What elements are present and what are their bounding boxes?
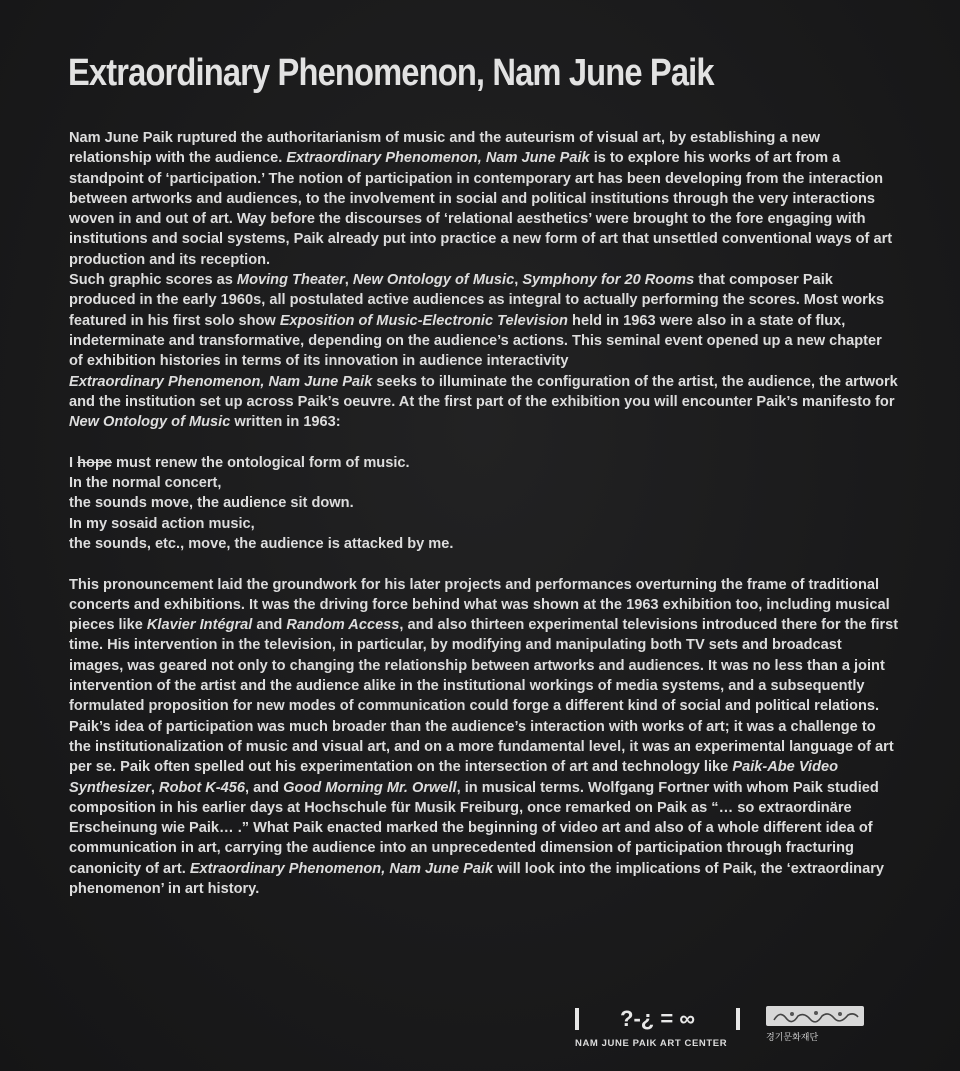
exhibition-title-italic: Extraordinary Phenomenon, Nam June Paik xyxy=(69,373,373,390)
text-run: I xyxy=(69,454,78,471)
text-run: held in 1963 were also in a state of flux, indeterminate and transformative, depending on the audience’s actions. This seminal event opened up a new chapter of exhibition histories in terms of its innovation in audience interactivity xyxy=(69,312,882,370)
work-title: New Ontology of Music xyxy=(352,272,515,289)
logo-symbols xyxy=(575,1006,740,1032)
work-title: Moving Theater xyxy=(236,272,345,289)
text-run: Such graphic scores as xyxy=(69,272,237,289)
work-title: Paik-Abe Video Synthesizer xyxy=(69,759,839,796)
work-title: Klavier Intégral xyxy=(146,617,253,634)
text-run: , xyxy=(150,779,160,796)
paragraph-participation xyxy=(69,717,899,900)
poem-line xyxy=(69,453,899,473)
gyeonggi-foundation-logo xyxy=(766,1006,866,1046)
struck-word: hope xyxy=(77,454,112,471)
work-title: Good Morning Mr. Orwell xyxy=(283,779,457,796)
text-run: must renew the ontological form of music. xyxy=(111,454,410,471)
text-run: will look into the implications of Paik, the ‘extraordinary phenomenon’ in art history. xyxy=(69,860,885,897)
text-run: , in musical terms. Wolfgang Fortner with whom Paik studied composition in his earlier days at Hochschule für Musik Freiburg, once remarked on Paik as “… so extraordinäre Erscheinung wie Paik… .” What Paik enacted marked the beginning of video art and also of a whole different idea of communication in art, carrying the audience into an unprecedented dimension of participation through fracturing canonicity of art. xyxy=(69,779,879,877)
logo-caption: NAM JUNE PAIK ART CENTER xyxy=(575,1038,728,1049)
text-run: Paik’s idea of participation was much broader than the audience’s interaction with works of art; it was a challenge to the institutionalization of music and visual art, and on a more fundamental level, it was an experimental language of art per se. Paik often spelled out his experimentation on the intersection of art and technology like xyxy=(69,718,894,776)
text-run: Nam June Paik ruptured the authoritarianism of music and the auteurism of visual art, by establishing a new relationship with the audience. xyxy=(69,130,820,167)
text-run: , and also thirteen experimental televisions introduced there for the first time. His intervention in the television, in particular, by modifying and manipulating both TV sets and broadcast images, was geared not only to changing the relationship between artworks and audiences. It was no less than a joint intervention of the artist and the audience alike in the institutional workings of media systems, and a subsequently formulated proposition for new modes of communication could forge a different kind of social and political relations. xyxy=(69,617,899,715)
work-title: Random Access xyxy=(286,617,400,634)
gyeonggi-logo-mark-icon xyxy=(766,1006,864,1026)
poem-line: In the normal concert, xyxy=(69,475,222,492)
paragraph-groundwork xyxy=(69,575,899,717)
work-title: Robot K-456 xyxy=(159,779,245,796)
poem-line: In my sosaid action music, xyxy=(69,515,255,532)
gyeonggi-mark-icon xyxy=(770,1008,860,1024)
manifesto-poem xyxy=(69,453,899,554)
text-run: This pronouncement laid the groundwork for his later projects and performances overturning the frame of traditional concerts and exhibitions. It was the driving force behind what was shown at the 1963 exhibition too, including musical pieces like xyxy=(69,576,890,634)
wall-text xyxy=(69,128,899,899)
text-run: seeks to illuminate the configuration of the artist, the audience, the artwork and the institution set up across Paik’s oeuvre. At the first part of the exhibition you will encounter Paik’s manifesto for xyxy=(69,373,898,410)
text-run: written in 1963: xyxy=(230,414,341,431)
work-title: Exposition of Music-Electronic Television xyxy=(279,312,568,329)
exhibition-title-italic: Extraordinary Phenomenon, Nam June Paik xyxy=(189,860,494,877)
text-run: , and xyxy=(244,779,284,796)
nam-june-paik-art-center-logo xyxy=(575,1006,740,1051)
text-run: and xyxy=(252,617,287,634)
text-run: , xyxy=(514,272,523,289)
paragraph-scores xyxy=(69,270,899,371)
exhibition-title-italic: Extraordinary Phenomenon, Nam June Paik xyxy=(286,150,590,167)
logo-symbol-text: ?-¿ = ∞ xyxy=(620,1006,695,1031)
poem-line: the sounds, etc., move, the audience is attacked by me. xyxy=(69,535,454,552)
logo-bar-left xyxy=(575,1008,579,1030)
work-title: Symphony for 20 Rooms xyxy=(522,272,695,289)
text-run: is to explore his works of art from a standpoint of ‘participation.’ The notion of participation in contemporary art has been developing from the interaction between artworks and audiences, to the involvement in social and political institutions through the very interactions woven in and out of art. Way before the discourses of ‘relational aesthetics’ were brought to the fore engaging with institutions and social systems, Paik already put into practice a new form of art that unsettled conventional ways of art production and its reception. xyxy=(69,150,893,268)
paragraph-intro xyxy=(69,128,899,270)
text-run: , xyxy=(344,272,353,289)
paragraph-manifesto-intro xyxy=(69,372,899,433)
poem-line: the sounds move, the audience sit down. xyxy=(69,495,354,512)
logo-bar-right xyxy=(736,1008,740,1030)
work-title: New Ontology of Music xyxy=(69,414,231,431)
page-title: Extraordinary Phenomenon, Nam June Paik xyxy=(68,52,714,94)
text-run: that composer Paik produced in the early 1960s, all postulated active audiences as integral to actually performing the scores. Most works featured in his first solo show xyxy=(69,272,885,329)
gyeonggi-logo-text: 경기문화재단 xyxy=(766,1032,819,1042)
